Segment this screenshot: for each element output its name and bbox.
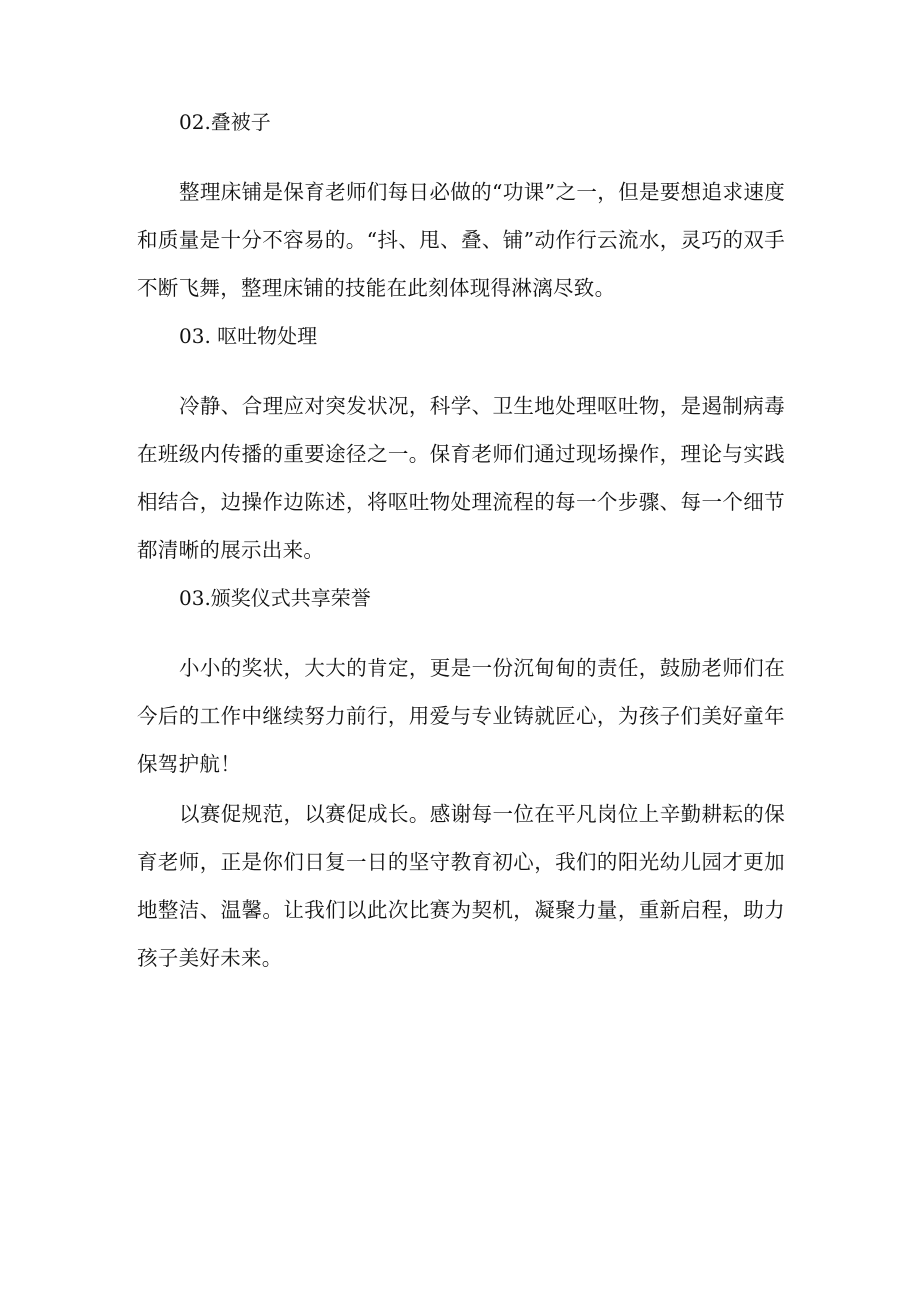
document-body [137,102,785,982]
paragraph-closing: 以赛促规范，以赛促成长。感谢每一位在平凡岗位上辛勤耕耘的保育老师，正是你们日复一日的坚守教育初心，我们的阳光幼儿园才更加地整洁、温馨。让我们以此次比赛为契机，凝聚力量，重新启程，助力孩子美好未来。 [137,802,785,970]
paragraph-award: 小小的奖状，大大的肯定，更是一份沉甸甸的责任，鼓励老师们在今后的工作中继续努力前行，用爱与专业铸就匠心，为孩子们美好童年保驾护航！ [137,656,785,776]
paragraph-vomit-handling: 冷静、合理应对突发状况，科学、卫生地处理呕吐物，是遏制病毒在班级内传播的重要途径之一。保育老师们通过现场操作，理论与实践相结合，边操作边陈述，将呕吐物处理流程的每一个步骤、每一个细节都清晰的展示出来。 [137,394,785,562]
section-heading-vomit-handling: 03. 呕吐物处理 [179,324,318,348]
section-heading-award-ceremony: 03.颁奖仪式共享荣誉 [179,586,371,610]
section-heading-fold-quilt: 02.叠被子 [179,110,271,134]
paragraph-bed-making: 整理床铺是保育老师们每日必做的“功课”之一，但是要想追求速度和质量是十分不容易的。“抖、甩、叠、铺”动作行云流水，灵巧的双手不断飞舞，整理床铺的技能在此刻体现得淋漓尽致。 [137,180,785,300]
